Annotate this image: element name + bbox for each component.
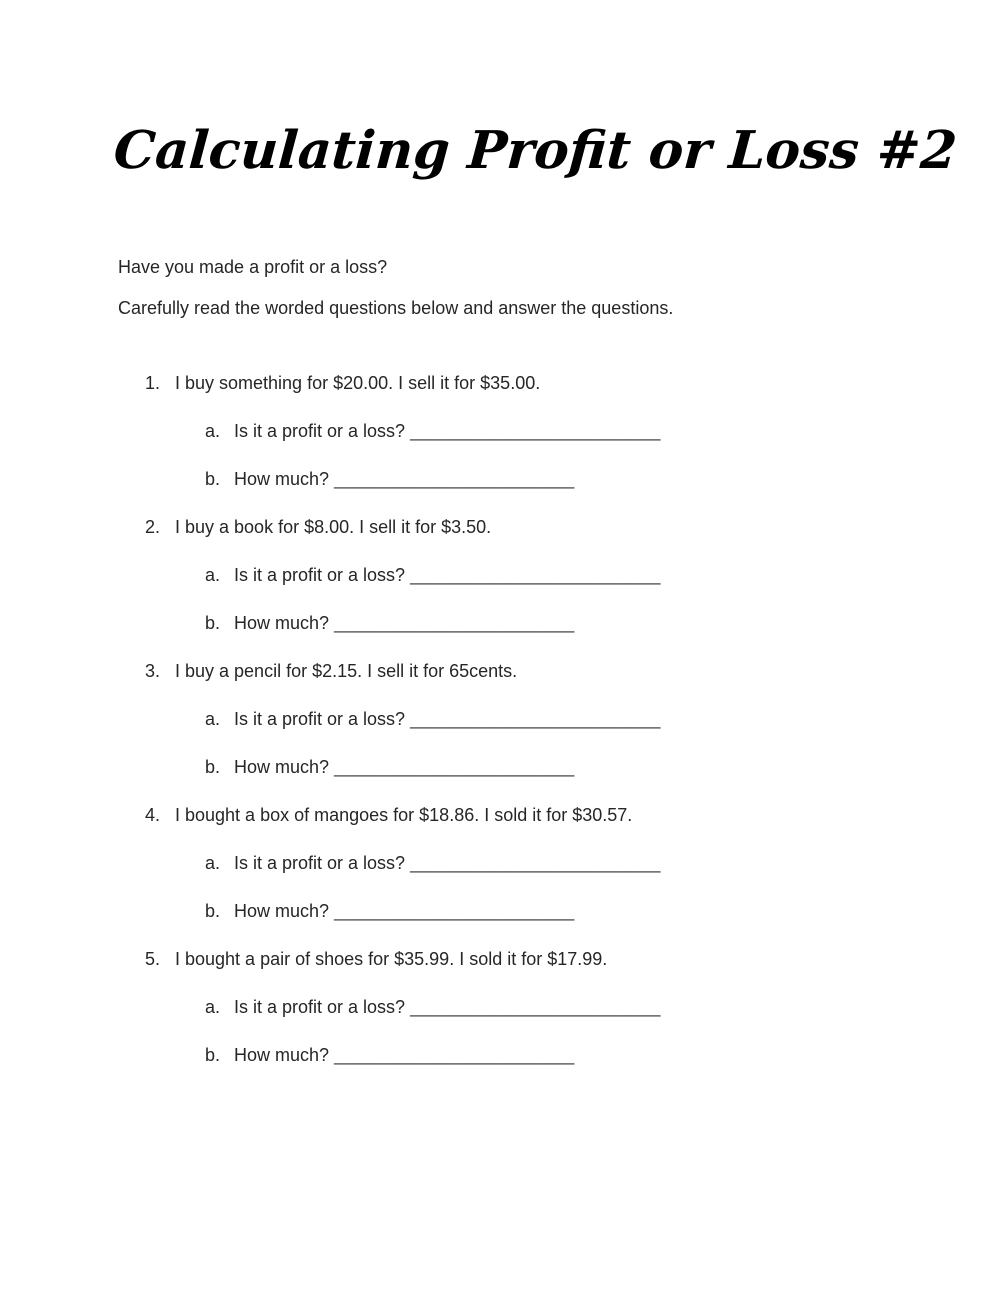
sub-question-prompt: How much? [234, 613, 330, 633]
sub-question-line [0, 757, 1000, 777]
question-line [0, 661, 1000, 681]
question-line [0, 949, 1000, 969]
sub-question-line [0, 1045, 1000, 1065]
answer-blank: ________________________ [334, 1045, 575, 1065]
question-text: I bought a box of mangoes for $18.86. I sold it for $30.57. [175, 805, 633, 825]
intro-text-2: Carefully read the worded questions below and answer the questions. [118, 298, 674, 318]
sub-question-prompt: Is it a profit or a loss? [234, 565, 406, 585]
answer-blank: _________________________ [410, 565, 661, 585]
answer-blank: _________________________ [410, 853, 661, 873]
sub-question-label: b. [205, 469, 221, 489]
answer-blank: _________________________ [410, 421, 661, 441]
answer-blank: ________________________ [334, 613, 575, 633]
question-list [0, 373, 1000, 1065]
question-text: I buy something for $20.00. I sell it for $35.00. [175, 373, 541, 393]
question-text: I buy a pencil for $2.15. I sell it for 65cents. [175, 661, 518, 681]
intro-text-1: Have you made a profit or a loss? [118, 257, 388, 277]
sub-question-label: b. [205, 901, 221, 921]
sub-question-line [0, 901, 1000, 921]
sub-question-label: a. [205, 709, 221, 729]
answer-blank: ________________________ [334, 757, 575, 777]
sub-question-line [0, 997, 1000, 1017]
sub-question-line [0, 613, 1000, 633]
answer-blank: ________________________ [334, 901, 575, 921]
question-line [0, 805, 1000, 825]
sub-question-label: a. [205, 421, 221, 441]
question-text: I buy a book for $8.00. I sell it for $3.50. [175, 517, 492, 537]
sub-question-label: a. [205, 997, 221, 1017]
sub-question-label: b. [205, 613, 221, 633]
answer-blank: ________________________ [334, 469, 575, 489]
sub-question-line [0, 853, 1000, 873]
sub-question-label: a. [205, 853, 221, 873]
question-line [0, 517, 1000, 537]
sub-question-line [0, 421, 1000, 441]
sub-question-prompt: Is it a profit or a loss? [234, 421, 406, 441]
sub-question-prompt: How much? [234, 1045, 330, 1065]
answer-blank: _________________________ [410, 709, 661, 729]
sub-question-line [0, 565, 1000, 585]
question-number: 3. [145, 661, 161, 681]
question-number: 1. [145, 373, 161, 393]
sub-question-prompt: Is it a profit or a loss? [234, 853, 406, 873]
sub-question-label: a. [205, 565, 221, 585]
answer-blank: _________________________ [410, 997, 661, 1017]
sub-question-line [0, 469, 1000, 489]
question-text: I bought a pair of shoes for $35.99. I sold it for $17.99. [175, 949, 608, 969]
sub-question-label: b. [205, 1045, 221, 1065]
page-title: Calculating Profit or Loss #2 [111, 120, 959, 181]
question-number: 4. [145, 805, 161, 825]
question-number: 2. [145, 517, 161, 537]
sub-question-line [0, 709, 1000, 729]
sub-question-label: b. [205, 757, 221, 777]
sub-question-prompt: How much? [234, 469, 330, 489]
sub-question-prompt: How much? [234, 901, 330, 921]
question-number: 5. [145, 949, 161, 969]
sub-question-prompt: Is it a profit or a loss? [234, 997, 406, 1017]
sub-question-prompt: Is it a profit or a loss? [234, 709, 406, 729]
sub-question-prompt: How much? [234, 757, 330, 777]
question-line [0, 373, 1000, 393]
